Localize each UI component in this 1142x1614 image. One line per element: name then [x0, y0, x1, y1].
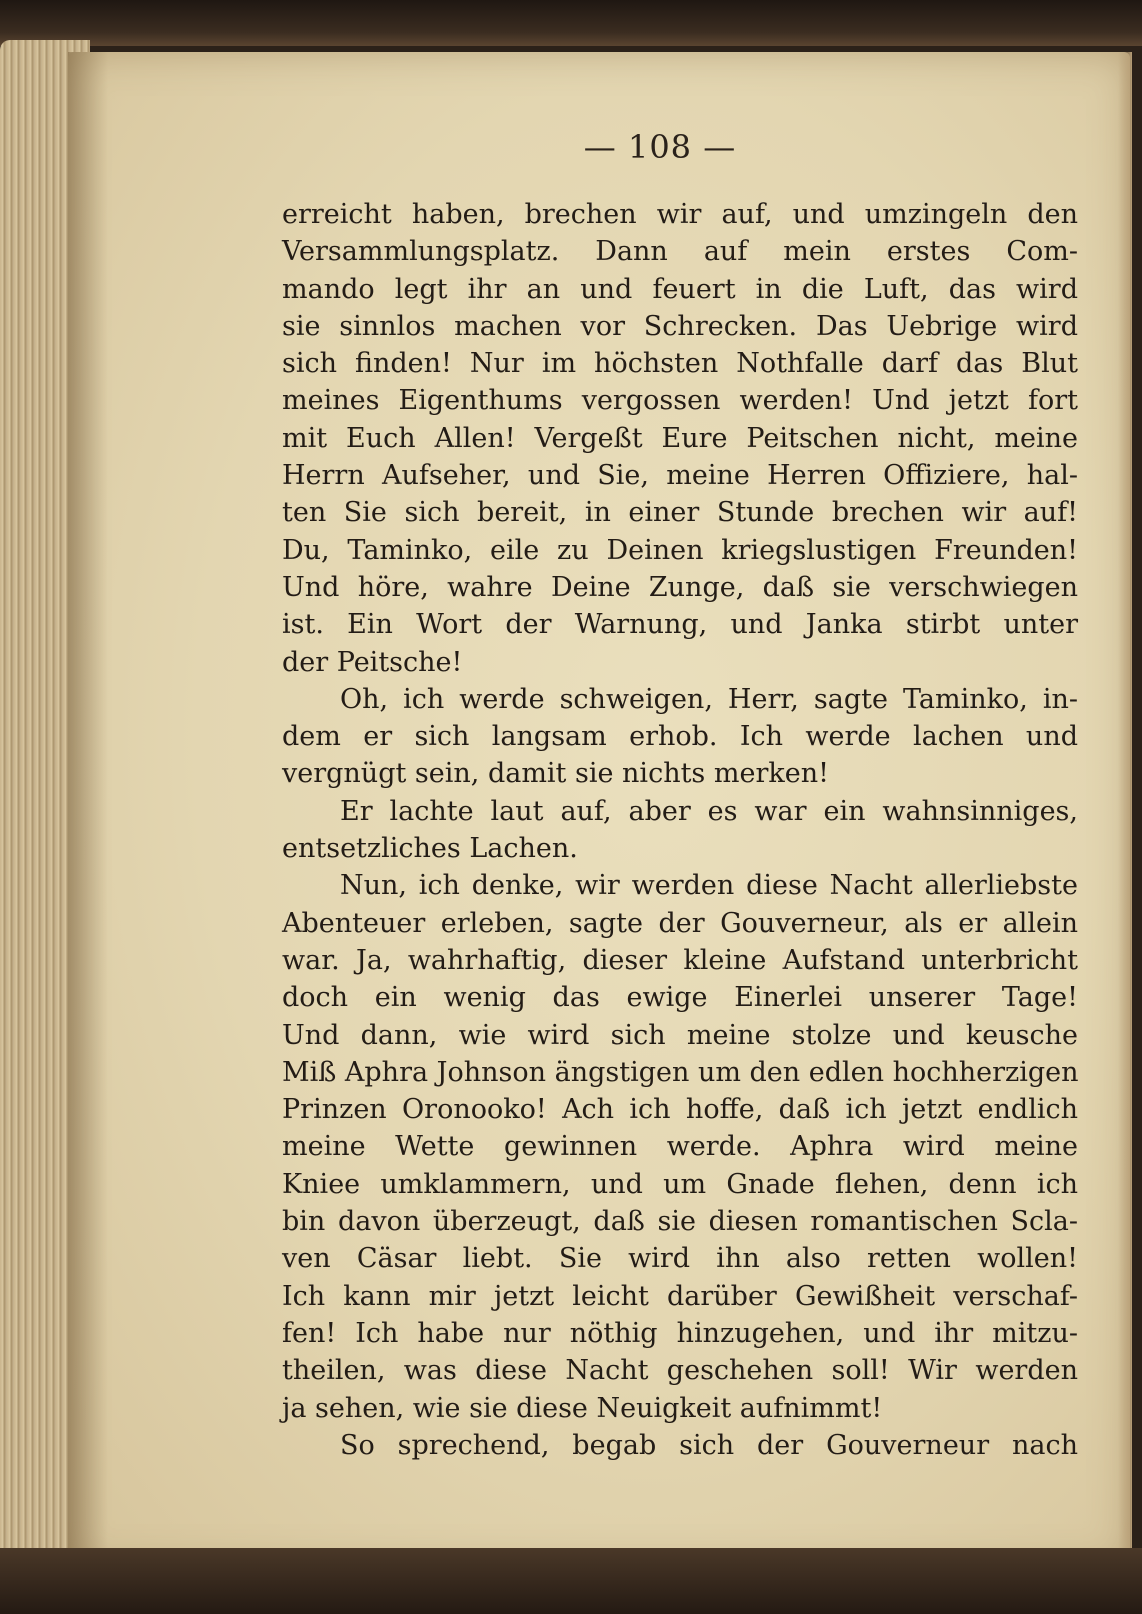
text-line: Miß Aphra Johnson ängstigen um den edlen hochherzigen: [282, 1056, 1079, 1088]
text-line: Nun, ich denke, wir werden diese Nacht allerliebste: [340, 870, 1078, 902]
text-line: sie sinnlos machen vor Schrecken. Das Uebrige wird: [282, 310, 1078, 342]
text-line: ist. Ein Wort der Warnung, und Janka stirbt unter: [282, 609, 1078, 641]
page-gutter-shadow: [68, 52, 108, 1568]
book-cover-bottom: [0, 1548, 1142, 1614]
text-line: theilen, was diese Nacht geschehen soll! Wir werden: [282, 1355, 1078, 1387]
text-line: erreicht haben, brechen wir auf, und umzingeln den: [282, 199, 1078, 230]
text-line: Oh, ich werde schweigen, Herr, sagte Taminko, in-: [340, 683, 1078, 715]
text-line: Und höre, wahre Deine Zunge, daß sie verschwiegen: [282, 571, 1078, 603]
text-line: Versammlungsplatz. Dann auf mein erstes Com-: [282, 236, 1078, 268]
page-number: — 108 —: [583, 128, 737, 166]
text-line: Und dann, wie wird sich meine stolze und keusche: [282, 1019, 1078, 1051]
text-line: mando legt ihr an und feuert in die Luft, das wird: [282, 273, 1078, 305]
text-line: ten Sie sich bereit, in einer Stunde brechen wir auf!: [282, 497, 1078, 529]
page-right-edge: [1118, 52, 1132, 1568]
text-line: der Peitsche!: [282, 646, 463, 678]
text-line: Ich kann mir jetzt leicht darüber Gewißheit verschaf-: [282, 1280, 1078, 1312]
text-line: ven Cäsar liebt. Sie wird ihn also retten wollen!: [282, 1243, 1078, 1275]
text-line: Prinzen Oronooko! Ach ich hoffe, daß ich jetzt endlich: [282, 1094, 1078, 1126]
text-line: Er lachte laut auf, aber es war ein wahnsinniges,: [340, 795, 1078, 827]
text-line: mit Euch Allen! Vergeßt Eure Peitschen nicht, meine: [282, 422, 1078, 454]
text-line: meine Wette gewinnen werde. Aphra wird meine: [282, 1131, 1078, 1163]
text-line: vergnügt sein, damit sie nichts merken!: [282, 758, 829, 790]
text-line: entsetzliches Lachen.: [282, 833, 578, 865]
text-line: Kniee umklammern, und um Gnade flehen, denn ich: [282, 1168, 1078, 1200]
text-line: bin davon überzeugt, daß sie diesen romantischen Scla-: [282, 1206, 1078, 1238]
text-line: dem er sich langsam erhob. Ich werde lachen und: [282, 721, 1078, 753]
text-line: ja sehen, wie sie diese Neuigkeit aufnimmt!: [282, 1392, 883, 1424]
text-line: war. Ja, wahrhaftig, dieser kleine Aufstand unterbricht: [282, 944, 1078, 976]
text-line: meines Eigenthums vergossen werden! Und jetzt fort: [282, 385, 1078, 417]
text-line: Abenteuer erleben, sagte der Gouverneur, als er allein: [282, 907, 1078, 939]
text-line: fen! Ich habe nur nöthig hinzugehen, und ihr mitzu-: [282, 1317, 1078, 1349]
text-line: Du, Taminko, eile zu Deinen kriegslustigen Freunden!: [282, 534, 1078, 566]
text-line: doch ein wenig das ewige Einerlei unserer Tage!: [282, 982, 1078, 1014]
book-cover-top: [0, 0, 1142, 46]
text-line: So sprechend, begab sich der Gouverneur nach: [340, 1429, 1078, 1461]
text-line: Herrn Aufseher, und Sie, meine Herren Offiziere, hal-: [282, 460, 1078, 492]
text-line: sich finden! Nur im höchsten Nothfalle darf das Blut: [282, 348, 1078, 380]
body-text: [282, 196, 1078, 1464]
